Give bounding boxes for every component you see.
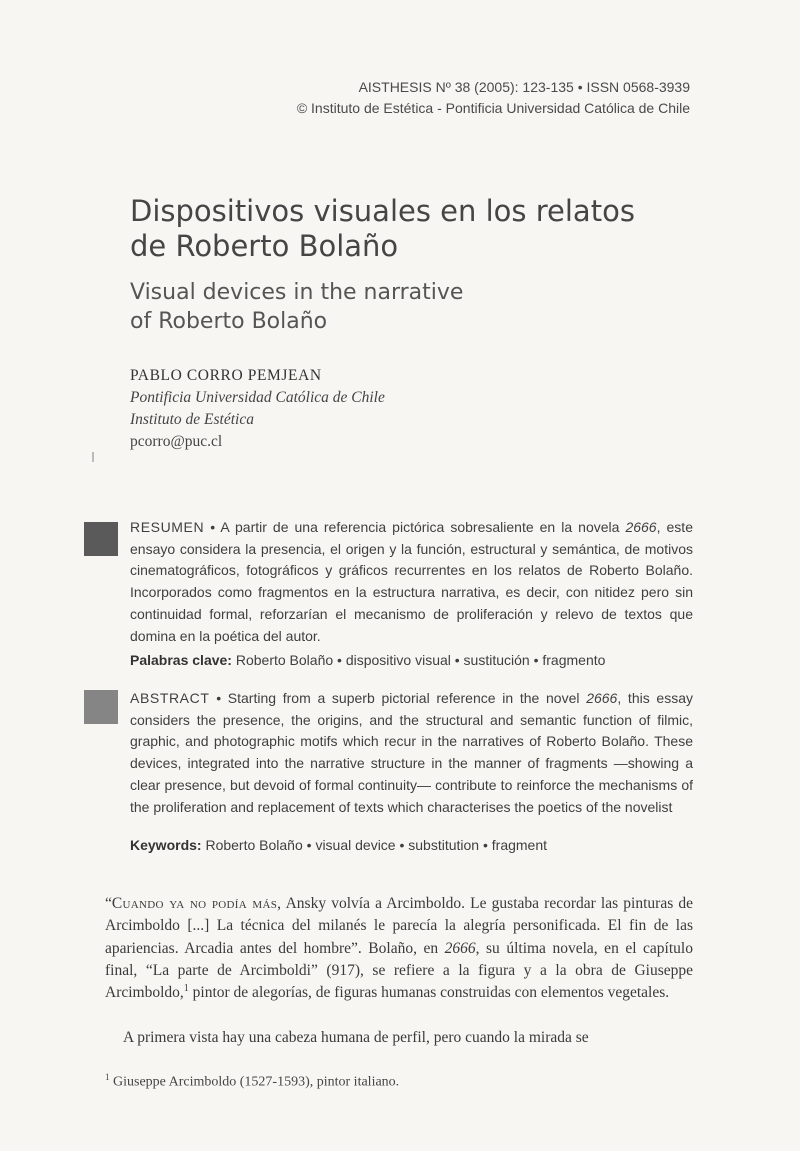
resumen-novel-title: 2666: [625, 519, 657, 535]
journal-header: [297, 77, 690, 119]
abstract-marker-square: [84, 690, 118, 724]
footnote-reference: 1: [183, 983, 189, 995]
article-title: [130, 194, 690, 264]
resumen-label: RESUMEN: [130, 519, 205, 535]
resumen-keywords-list: Roberto Bolaño • dispositivo visual • sustitución • fragmento: [231, 652, 606, 668]
abstract-keywords-label: Keywords:: [130, 837, 202, 853]
opening-quote-mark: “: [105, 895, 112, 912]
author-email: pcorro@puc.cl: [130, 433, 223, 450]
abstract-label: ABSTRACT: [130, 690, 210, 706]
resumen-keywords-label: Palabras clave:: [130, 652, 232, 668]
abstract-keywords: [130, 837, 693, 853]
resumen-text-end: , este ensayo considera la presencia, el origen y la función, estructural y semántica, de motivos cinematográficos, fotográficos y gráficos recurrentes en los relatos de Roberto Bolaño. Incorporados como fragmentos en la estructura narrativa, es decir, con nitidez pero sin continuidad formal, reforzarían el mecanismo de proliferación y relevo de textos que domina en la poética del autor.: [130, 519, 693, 644]
resumen-paragraph: [130, 517, 693, 647]
abstract-paragraph: [130, 688, 693, 818]
opening-smallcaps: Cuando ya no podía más,: [111, 895, 282, 912]
abstract-text-start: • Starting from a superb pictorial reference in the novel: [209, 690, 587, 706]
resumen-text-start: • A partir de una referencia pictórica sobresaliente en la novela: [204, 519, 626, 535]
body-text-c: pintor de alegorías, de figuras humanas construidas con elementos vegetales.: [188, 984, 670, 1002]
author-affiliation-institute: Instituto de Estética: [130, 411, 254, 428]
abstract-keywords-list: Roberto Bolaño • visual device • substitution • fragment: [201, 837, 548, 853]
abstract-novel-title: 2666: [586, 690, 618, 706]
body-paragraph-2: A primera vista hay una cabeza humana de perfil, pero cuando la mirada se: [123, 1029, 589, 1046]
author-name: PABLO CORRO PEMJEAN: [130, 367, 322, 384]
body-text-b: , su última novela, en el capítulo final, “La parte de Arcimboldi” (917), se refiere a la figura y a la obra de Giuseppe Arcimboldo,: [105, 939, 693, 1002]
title-es-line2: de Roberto Bolaño: [130, 229, 399, 263]
footnote-number: 1: [105, 1072, 110, 1082]
body-paragraph-1: [105, 893, 693, 1004]
footnote: [105, 1072, 399, 1091]
abstract-text-end: , this essay considers the presence, the origins, and the structural and semantic function of filmic, graphic, and photographic motifs which recur in the narratives of Roberto Bolaño. These devices, integrated into the narrative structure in the manner of fragments —showing a clear presence, but devoid of formal continuity— contribute to reinforce the mechanisms of the proliferation and replacement of texts which characterises the poetics of the novelist: [130, 690, 693, 815]
title-es-line1: Dispositivos visuales en los relatos: [130, 194, 635, 228]
scan-mark: [92, 452, 94, 462]
title-en-line2: of Roberto Bolaño: [130, 309, 328, 334]
article-title-english: [130, 278, 690, 336]
journal-copyright: © Instituto de Estética - Pontificia Universidad Católica de Chile: [296, 100, 690, 116]
footnote-text: Giuseppe Arcimboldo (1527-1593), pintor italiano.: [109, 1074, 400, 1090]
resumen-marker-square: [84, 522, 118, 556]
resumen-keywords: [130, 652, 693, 668]
body-novel-title: 2666: [444, 939, 476, 957]
title-en-line1: Visual devices in the narrative: [130, 280, 464, 305]
journal-citation: AISTHESIS Nº 38 (2005): 123-135 • ISSN 0568-3939: [358, 79, 690, 95]
author-affiliation-university: Pontificia Universidad Católica de Chile: [130, 389, 385, 406]
body-text-a: Ansky volvía a Arcimboldo. Le gustaba recordar las pinturas de Arcimboldo [...] La técnica del milanés le parecía la alegría personificada. El fin de las apariencias. Arcadia antes del hombre”. Bolaño, en: [105, 895, 693, 957]
